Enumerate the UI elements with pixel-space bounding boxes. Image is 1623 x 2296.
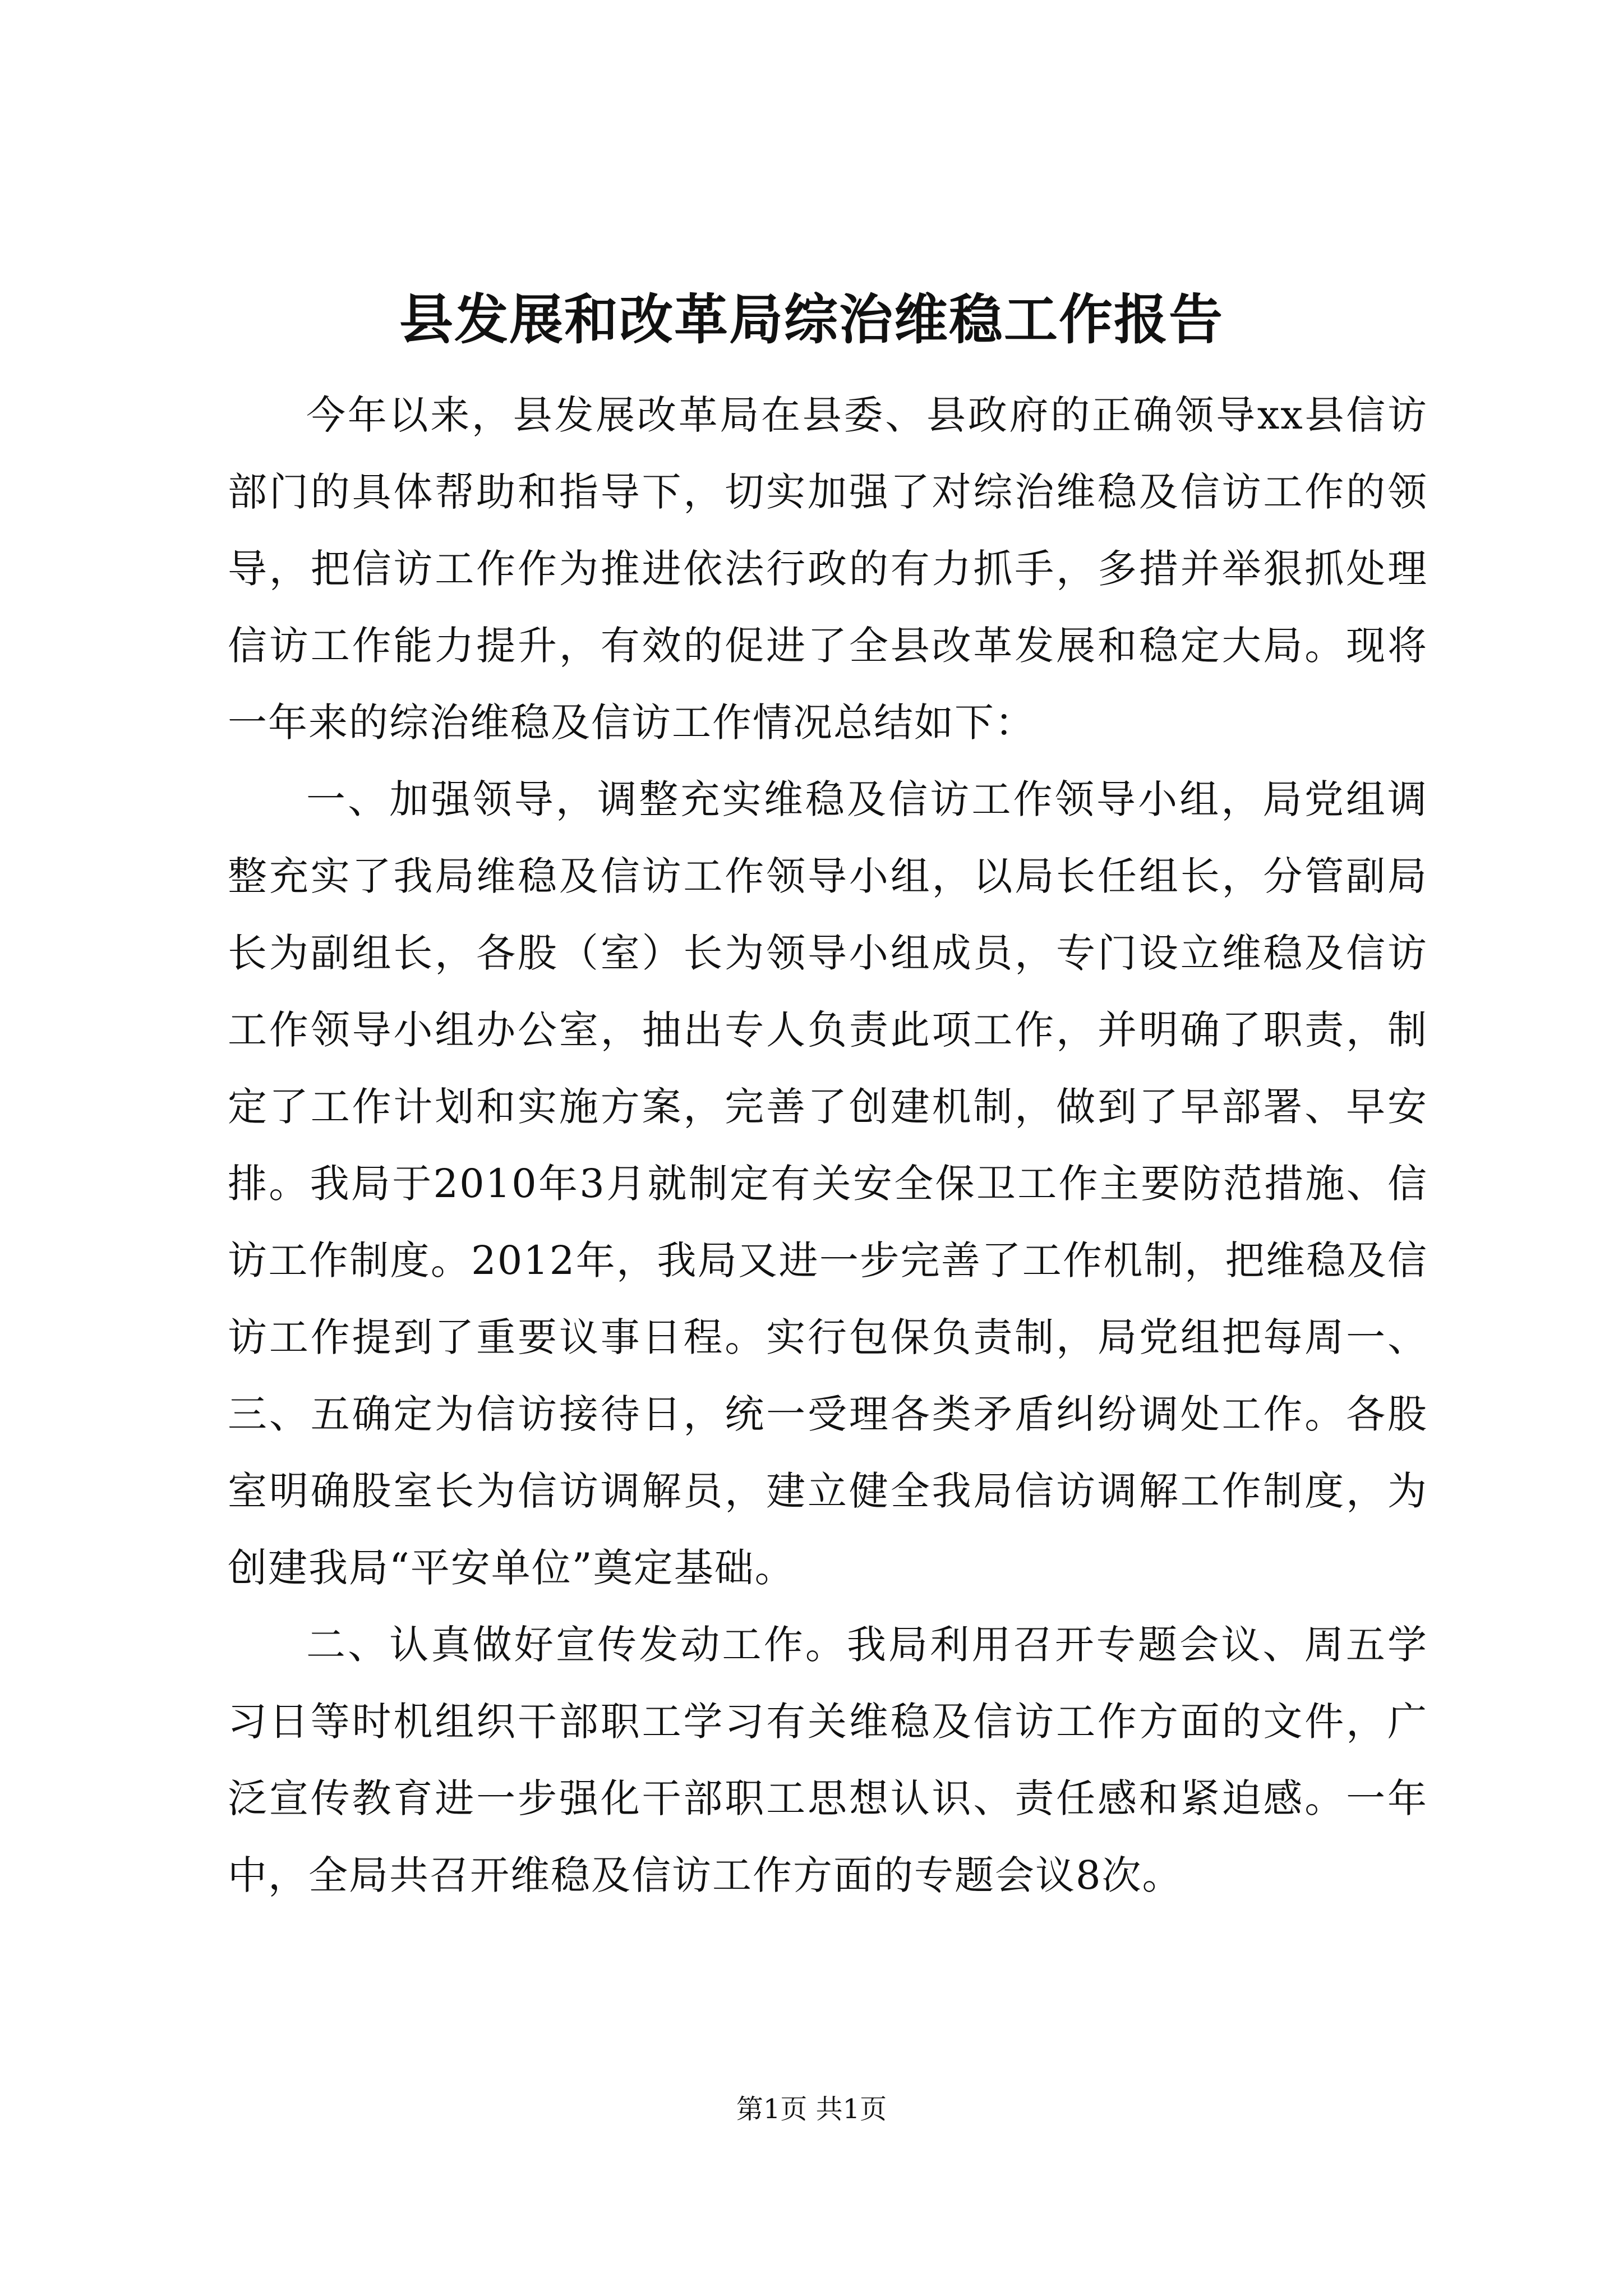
- paragraph-section-1: 一、加强领导，调整充实维稳及信访工作领导小组，局党组调整充实了我局维稳及信访工作领导小组，以局长任组长，分管副局长为副组长，各股（室）长为领导小组成员，专门设立维稳及信访工作领导小组办公室，抽出专人负责此项工作，并明确了职责，制定了工作计划和实施方案，完善了创建机制，做到了早部署、早安排。我局于2010年3月就制定有关安全保卫工作主要防范措施、信访工作制度。2012年，我局又进一步完善了工作机制，把维稳及信访工作提到了重要议事日程。实行包保负责制，局党组把每周一、三、五确定为信访接待日，统一受理各类矛盾纠纷调处工作。各股室明确股室长为信访调解员，建立健全我局信访调解工作制度，为创建我局“平安单位”奠定基础。: [228, 776, 1428, 1591]
- paragraph-section-2: 二、认真做好宣传发动工作。我局利用召开专题会议、周五学习日等时机组织干部职工学习有关维稳及信访工作方面的文件，广泛宣传教育进一步强化干部职工思想认识、责任感和紧迫感。一年中，全局共召开维稳及信访工作方面的专题会议8次。: [228, 1622, 1428, 1898]
- page-footer: 第1页 共1页: [736, 2093, 887, 2125]
- document-title: 县发展和改革局综治维稳工作报告: [399, 288, 1224, 351]
- paragraph-intro: 今年以来，县发展改革局在县委、县政府的正确领导xx县信访部门的具体帮助和指导下，切实加强了对综治维稳及信访工作的领导，把信访工作作为推进依法行政的有力抓手，多措并举狠抓处理信访工作能力提升，有效的促进了全县改革发展和稳定大局。现将一年来的综治维稳及信访工作情况总结如下：: [228, 392, 1428, 746]
- document-body: [228, 377, 1428, 1914]
